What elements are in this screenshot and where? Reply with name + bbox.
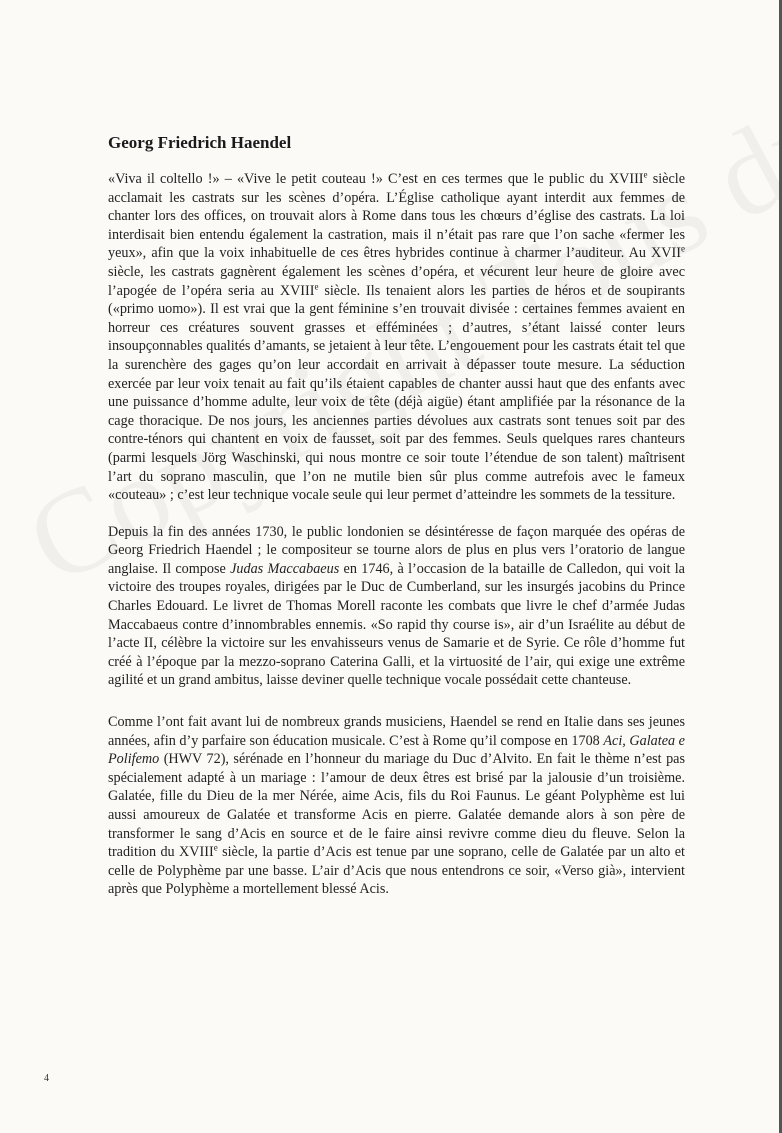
superscript: e <box>643 169 648 180</box>
text-run: «Viva il coltello !» – «Vive le petit couteau !» C’est en ces termes que le public du XVIII <box>108 171 644 187</box>
article-body <box>108 170 685 918</box>
page-number: 4 <box>44 1073 49 1084</box>
text-run: (HWV 72), sérénade en l’honneur du mariage du Duc d’Alvito. En fait le thème n’est pas spécialement adapté à un mariage : l’amour de deux êtres est brisé par la jalousie d’un troisième. Galatée, fille du Dieu de la mer Nérée, aime Acis, fils du Roi Faunus. Le géant Polyphème est lui aussi amoureux de Galatée et transforme Acis en pierre. Galatée demande alors à son père de transformer le sang d’Acis en source et de le faire ainsi revivre comme dieu du fleuve. Selon la tradition du XVIII <box>108 751 685 861</box>
text-run: siècle. Ils tenaient alors les parties de héros et de soupirants («primo uomo»). Il est vrai que la gent féminine s’en trouvait divisée : certaines femmes avaient en horreur ces créatures souvent grasses et efféminées ; d’autres, s’étant laissé conter leurs insoupçonnables qualités d’amants, se jetaient à leur tête. L’engouement pour les castrats était tel que la surenchère des gages qu’on leur accordait en arrivait à dépasser toute mesure. La séduction exercée par leur voix tenait au fait qu’ils étaient capables de chanter aussi haut que des enfants avec une puissance d’homme adulte, leur voix de tête (déjà aigüe) étant amplifiée par la résonance de la cage thoracique. De nos jours, les anciennes parties dévolues aux castrats sont tenues soit par des contre-ténors qui chantent en voix de fausset, soit par des femmes. Seuls quelques rares chanteurs (parmi lesquels Jörg Waschinski, qui nous montre ce soir toute l’étendue de son talent) maîtrisent l’art du soprano masculin, que l’on ne mutile bien sûr plus comme autrefois avec le fameux «couteau» ; c’est leur technique vocale seule qui leur permet d’atteindre les sommets de la tessiture. <box>108 282 685 504</box>
text-run: en 1746, à l’occasion de la bataille de Calledon, qui voit la victoire des troupes royales, dirigées par le Duc de Cumberland, sur les insurgés jacobins du Prince Charles Edouard. Le livret de Thomas Morell raconte les combats que livre le chef d’armée Judas Maccabaeus contre d’innombrables ennemis. «So rapid thy course is», air d’un Israélite au début de l’acte II, célèbre la victoire sur les envahisseurs venus de Samarie et de Syrie. Ce rôle d’homme fut créé à l’époque par la mezzo-soprano Caterina Galli, et la virtuosité de l’air, qui exige une extrême agilité et un grand ambitus, laisse deviner quelle technique vocale possédait cette chanteuse. <box>108 560 685 689</box>
superscript: e <box>681 243 685 254</box>
text-run: Comme l’ont fait avant lui de nombreux grands musiciens, Haendel se rend en Italie dans ses jeunes années, afin d’y parfaire son éducation musicale. C’est à Rome qu’il compose en 1708 <box>108 714 685 749</box>
text-run: siècle acclamait les castrats sur les scènes d’opéra. L’Église catholique ayant interdit aux femmes de chanter lors des offices, on trouvait alors à Rome dans tous les chœurs d’église des castrats. La loi interdisait bien entendu également la castration, mais il n’était pas rare que l’on sache «fermer les yeux», afin que la voix inhabituelle de ces êtres hybrides continue à charmer l’auditeur. Au XVII <box>108 171 686 262</box>
paragraph-castrats <box>108 170 685 505</box>
page-title: Georg Friedrich Haendel <box>108 133 292 152</box>
text-run: Depuis la fin des années 1730, le public londonien se désintéresse de façon marquée des opéras de Georg Friedrich Haendel ; le compositeur se tourne alors de plus en plus vers l’oratorio de langue anglaise. Il compose <box>108 523 685 577</box>
work-title: Judas Maccabaeus <box>230 560 340 577</box>
work-title: Aci, Galatea e Polifemo <box>108 732 685 768</box>
superscript: e <box>213 842 218 853</box>
superscript: e <box>314 280 319 291</box>
text-run: siècle, la partie d’Acis est tenue par une soprano, celle de Galatée par un alto et celle de Polyphème par une basse. L’air d’Acis que nous entendrons ce soir, «Verso già», intervient après que Polyphème a mortellement blessé Acis. <box>108 844 685 898</box>
text-run: siècle, les castrats gagnèrent également les scènes d’opéra, et vécurent leur heure de gloire avec l’apogée de l’opéra seria au XVIII <box>108 263 685 299</box>
paragraph-judas-maccabaeus <box>108 523 685 690</box>
paragraph-aci-galatea <box>108 713 685 899</box>
